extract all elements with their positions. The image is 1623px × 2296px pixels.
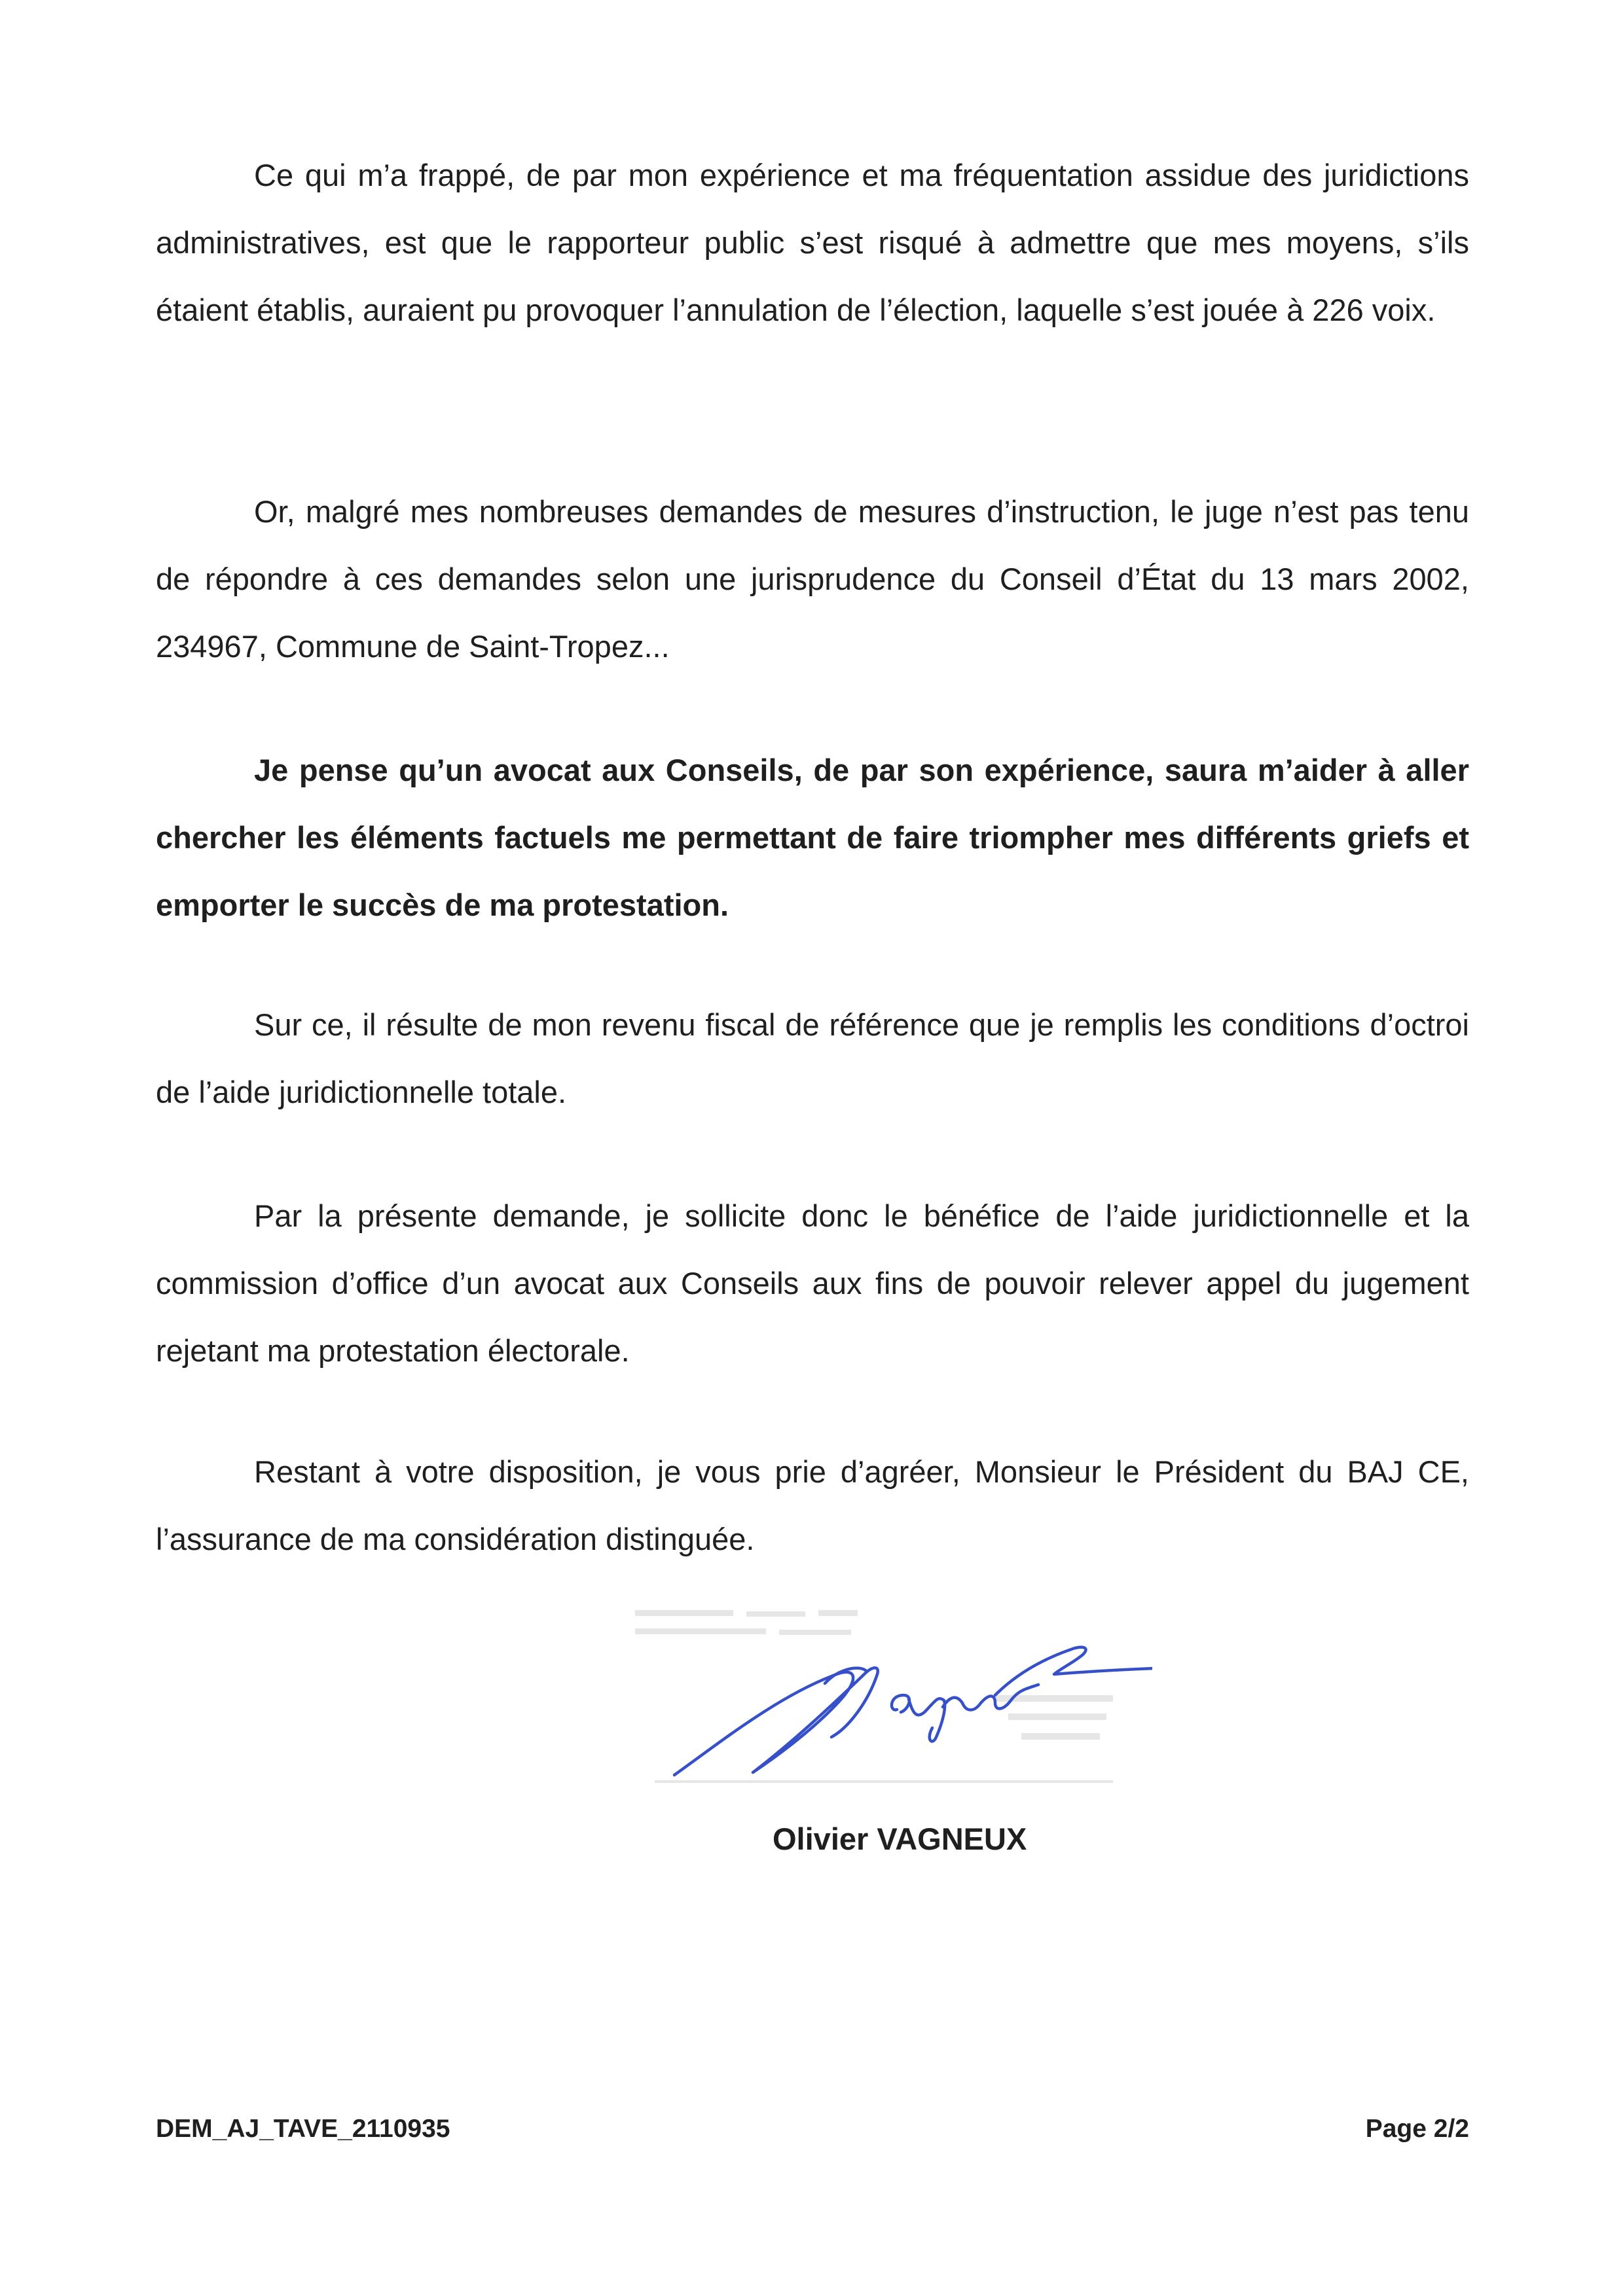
paragraph-mesures-instruction: Or, malgré mes nombreuses demandes de mesures d’instruction, le juge n’est pas tenu de répondre à ces demandes selon une jurisprudence du Conseil d’État du 13 mars 2002, 234967, Commune de Saint-Tropez... — [156, 494, 1469, 664]
signature-stroke-main — [674, 1668, 878, 1775]
paragraph-demande-aide: Par la présente demande, je sollicite donc le bénéfice de l’aide juridictionnelle et la commission d’office d’un avocat aux Conseils aux fins de pouvoir relever appel du jugement rejetant ma protestation électorale. — [156, 1198, 1469, 1368]
signature-stroke-flourish — [995, 1647, 1152, 1695]
paragraph-avocat-conseils: Je pense qu’un avocat aux Conseils, de par son expérience, saura m’aider à aller chercher les éléments factuels me permettant de faire triompher mes différents griefs et emporter le succès de ma protestation. — [156, 753, 1469, 922]
document-reference: DEM_AJ_TAVE_2110935 — [156, 2115, 450, 2143]
stamp-residue — [635, 1610, 1113, 1783]
paragraph-rapporteur-public: Ce qui m’a frappé, de par mon expérience et ma fréquentation assidue des juridictions administratives, est que le rapporteur public s’est risqué à admettre que mes moyens, s’ils étaient établis, auraient pu provoquer l’annulation de l’élection, laquelle s’est jouée à 226 voix. — [156, 158, 1469, 327]
paragraph-formule-politesse: Restant à votre disposition, je vous prie d’agréer, Monsieur le Président du BAJ CE, l’assurance de ma considération distinguée. — [156, 1454, 1469, 1556]
signature-area — [629, 1597, 1152, 1813]
signature-stroke-letters — [892, 1685, 1038, 1742]
paragraph-revenu-fiscal: Sur ce, il résulte de mon revenu fiscal de référence que je remplis les conditions d’octroi de l’aide juridictionnelle totale. — [156, 1007, 1469, 1109]
page-number: Page 2/2 — [1365, 2115, 1469, 2143]
signer-name: Olivier VAGNEUX — [773, 1821, 1027, 1856]
handwritten-signature — [629, 1597, 1152, 1813]
